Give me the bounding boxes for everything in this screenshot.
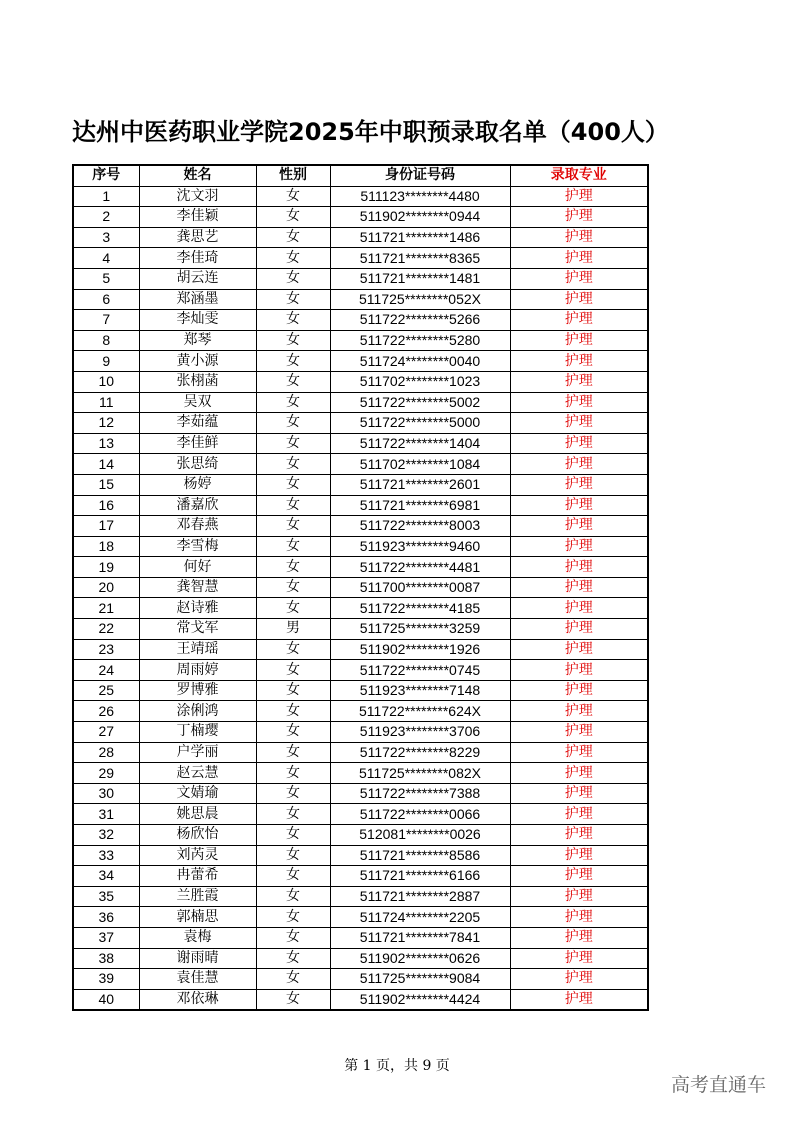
table-row bbox=[73, 845, 648, 866]
major-cell: 护理 bbox=[510, 495, 648, 516]
table-row bbox=[73, 948, 648, 969]
table-row bbox=[73, 763, 648, 784]
name-cell: 杨婷 bbox=[139, 474, 256, 495]
id-number-cell: 511923********9460 bbox=[330, 536, 510, 557]
page-footer: 第 1 页，共 9 页 bbox=[344, 1058, 450, 1074]
id-number-cell: 511902********0944 bbox=[330, 207, 510, 228]
name-cell: 赵诗雅 bbox=[139, 598, 256, 619]
header-id-number: 身份证号码 bbox=[330, 165, 510, 186]
id-number-cell: 511725********052X bbox=[330, 289, 510, 310]
name-cell: 赵云慧 bbox=[139, 763, 256, 784]
table-row bbox=[73, 619, 648, 640]
name-cell: 潘嘉欣 bbox=[139, 495, 256, 516]
id-number-cell: 511702********1084 bbox=[330, 454, 510, 475]
gender-cell: 女 bbox=[256, 310, 330, 331]
table-row bbox=[73, 804, 648, 825]
gender-cell: 女 bbox=[256, 248, 330, 269]
id-number-cell: 511721********6981 bbox=[330, 495, 510, 516]
name-cell: 袁佳慧 bbox=[139, 969, 256, 990]
id-number-cell: 511722********1404 bbox=[330, 433, 510, 454]
name-cell: 郑琴 bbox=[139, 330, 256, 351]
id-number-cell: 511725********3259 bbox=[330, 619, 510, 640]
gender-cell: 女 bbox=[256, 598, 330, 619]
table-row bbox=[73, 742, 648, 763]
table-row bbox=[73, 660, 648, 681]
name-cell: 胡云连 bbox=[139, 268, 256, 289]
major-cell: 护理 bbox=[510, 454, 648, 475]
gender-cell: 女 bbox=[256, 413, 330, 434]
name-cell: 张栩菡 bbox=[139, 371, 256, 392]
table-row bbox=[73, 783, 648, 804]
major-cell: 护理 bbox=[510, 907, 648, 928]
table-row bbox=[73, 207, 648, 228]
seq-cell: 38 bbox=[73, 948, 139, 969]
name-cell: 李佳鲜 bbox=[139, 433, 256, 454]
name-cell: 李佳颖 bbox=[139, 207, 256, 228]
seq-cell: 37 bbox=[73, 927, 139, 948]
name-cell: 杨欣怡 bbox=[139, 825, 256, 846]
gender-cell: 女 bbox=[256, 845, 330, 866]
table-row bbox=[73, 433, 648, 454]
table-row bbox=[73, 330, 648, 351]
gender-cell: 女 bbox=[256, 804, 330, 825]
major-cell: 护理 bbox=[510, 989, 648, 1010]
id-number-cell: 511123********4480 bbox=[330, 186, 510, 207]
table-row bbox=[73, 825, 648, 846]
name-cell: 谢雨晴 bbox=[139, 948, 256, 969]
major-cell: 护理 bbox=[510, 598, 648, 619]
header-name: 姓名 bbox=[139, 165, 256, 186]
seq-cell: 16 bbox=[73, 495, 139, 516]
id-number-cell: 511923********3706 bbox=[330, 722, 510, 743]
id-number-cell: 511724********2205 bbox=[330, 907, 510, 928]
name-cell: 兰胜霞 bbox=[139, 886, 256, 907]
gender-cell: 女 bbox=[256, 186, 330, 207]
id-number-cell: 511725********082X bbox=[330, 763, 510, 784]
table-row bbox=[73, 186, 648, 207]
major-cell: 护理 bbox=[510, 227, 648, 248]
major-cell: 护理 bbox=[510, 474, 648, 495]
major-cell: 护理 bbox=[510, 969, 648, 990]
id-number-cell: 511721********2601 bbox=[330, 474, 510, 495]
major-cell: 护理 bbox=[510, 783, 648, 804]
gender-cell: 女 bbox=[256, 227, 330, 248]
table-row bbox=[73, 392, 648, 413]
id-number-cell: 511902********1926 bbox=[330, 639, 510, 660]
major-cell: 护理 bbox=[510, 207, 648, 228]
name-cell: 罗博雅 bbox=[139, 680, 256, 701]
major-cell: 护理 bbox=[510, 330, 648, 351]
seq-cell: 10 bbox=[73, 371, 139, 392]
id-number-cell: 511722********5000 bbox=[330, 413, 510, 434]
seq-cell: 20 bbox=[73, 577, 139, 598]
table-row bbox=[73, 907, 648, 928]
id-number-cell: 511722********624X bbox=[330, 701, 510, 722]
major-cell: 护理 bbox=[510, 289, 648, 310]
major-cell: 护理 bbox=[510, 660, 648, 681]
name-cell: 丁楠璎 bbox=[139, 722, 256, 743]
major-cell: 护理 bbox=[510, 351, 648, 372]
gender-cell: 女 bbox=[256, 680, 330, 701]
gender-cell: 女 bbox=[256, 577, 330, 598]
name-cell: 王靖瑶 bbox=[139, 639, 256, 660]
major-cell: 护理 bbox=[510, 639, 648, 660]
seq-cell: 19 bbox=[73, 557, 139, 578]
name-cell: 涂俐鸿 bbox=[139, 701, 256, 722]
name-cell: 沈文羽 bbox=[139, 186, 256, 207]
seq-cell: 27 bbox=[73, 722, 139, 743]
name-cell: 文婧瑜 bbox=[139, 783, 256, 804]
gender-cell: 女 bbox=[256, 474, 330, 495]
table-row bbox=[73, 866, 648, 887]
gender-cell: 女 bbox=[256, 454, 330, 475]
gender-cell: 女 bbox=[256, 783, 330, 804]
name-cell: 李雪梅 bbox=[139, 536, 256, 557]
major-cell: 护理 bbox=[510, 248, 648, 269]
id-number-cell: 511722********8003 bbox=[330, 516, 510, 537]
table-row bbox=[73, 371, 648, 392]
gender-cell: 女 bbox=[256, 763, 330, 784]
gender-cell: 女 bbox=[256, 557, 330, 578]
major-cell: 护理 bbox=[510, 927, 648, 948]
seq-cell: 39 bbox=[73, 969, 139, 990]
id-number-cell: 511721********1486 bbox=[330, 227, 510, 248]
seq-cell: 24 bbox=[73, 660, 139, 681]
name-cell: 姚思晨 bbox=[139, 804, 256, 825]
major-cell: 护理 bbox=[510, 825, 648, 846]
table-row bbox=[73, 310, 648, 331]
page-title: 达州中医药职业学院2025年中职预录取名单（400人） bbox=[72, 118, 669, 146]
id-number-cell: 512081********0026 bbox=[330, 825, 510, 846]
table-row bbox=[73, 536, 648, 557]
id-number-cell: 511722********0066 bbox=[330, 804, 510, 825]
table-row bbox=[73, 577, 648, 598]
id-number-cell: 511725********9084 bbox=[330, 969, 510, 990]
seq-cell: 26 bbox=[73, 701, 139, 722]
name-cell: 邓春燕 bbox=[139, 516, 256, 537]
gender-cell: 女 bbox=[256, 516, 330, 537]
table-row bbox=[73, 680, 648, 701]
id-number-cell: 511902********4424 bbox=[330, 989, 510, 1010]
id-number-cell: 511721********2887 bbox=[330, 886, 510, 907]
gender-cell: 女 bbox=[256, 639, 330, 660]
seq-cell: 23 bbox=[73, 639, 139, 660]
major-cell: 护理 bbox=[510, 268, 648, 289]
seq-cell: 32 bbox=[73, 825, 139, 846]
gender-cell: 女 bbox=[256, 268, 330, 289]
id-number-cell: 511721********1481 bbox=[330, 268, 510, 289]
gender-cell: 女 bbox=[256, 742, 330, 763]
seq-cell: 8 bbox=[73, 330, 139, 351]
gender-cell: 男 bbox=[256, 619, 330, 640]
seq-cell: 30 bbox=[73, 783, 139, 804]
seq-cell: 29 bbox=[73, 763, 139, 784]
table-row bbox=[73, 639, 648, 660]
name-cell: 吴双 bbox=[139, 392, 256, 413]
table-header-row bbox=[73, 165, 648, 186]
id-number-cell: 511702********1023 bbox=[330, 371, 510, 392]
table-row bbox=[73, 289, 648, 310]
name-cell: 袁梅 bbox=[139, 927, 256, 948]
table-row bbox=[73, 516, 648, 537]
gender-cell: 女 bbox=[256, 289, 330, 310]
seq-cell: 12 bbox=[73, 413, 139, 434]
seq-cell: 40 bbox=[73, 989, 139, 1010]
id-number-cell: 511722********8229 bbox=[330, 742, 510, 763]
seq-cell: 28 bbox=[73, 742, 139, 763]
major-cell: 护理 bbox=[510, 186, 648, 207]
major-cell: 护理 bbox=[510, 371, 648, 392]
seq-cell: 5 bbox=[73, 268, 139, 289]
name-cell: 邓依琳 bbox=[139, 989, 256, 1010]
table-row bbox=[73, 989, 648, 1010]
major-cell: 护理 bbox=[510, 619, 648, 640]
gender-cell: 女 bbox=[256, 207, 330, 228]
seq-cell: 21 bbox=[73, 598, 139, 619]
seq-cell: 15 bbox=[73, 474, 139, 495]
major-cell: 护理 bbox=[510, 886, 648, 907]
gender-cell: 女 bbox=[256, 927, 330, 948]
major-cell: 护理 bbox=[510, 845, 648, 866]
name-cell: 龚思艺 bbox=[139, 227, 256, 248]
name-cell: 李佳琦 bbox=[139, 248, 256, 269]
major-cell: 护理 bbox=[510, 742, 648, 763]
name-cell: 常戈军 bbox=[139, 619, 256, 640]
major-cell: 护理 bbox=[510, 804, 648, 825]
seq-cell: 14 bbox=[73, 454, 139, 475]
name-cell: 刘芮灵 bbox=[139, 845, 256, 866]
gender-cell: 女 bbox=[256, 371, 330, 392]
major-cell: 护理 bbox=[510, 392, 648, 413]
seq-cell: 34 bbox=[73, 866, 139, 887]
gender-cell: 女 bbox=[256, 722, 330, 743]
name-cell: 李灿雯 bbox=[139, 310, 256, 331]
header-gender: 性别 bbox=[256, 165, 330, 186]
id-number-cell: 511722********5280 bbox=[330, 330, 510, 351]
id-number-cell: 511722********7388 bbox=[330, 783, 510, 804]
id-number-cell: 511722********5266 bbox=[330, 310, 510, 331]
table-row bbox=[73, 886, 648, 907]
name-cell: 龚智慧 bbox=[139, 577, 256, 598]
gender-cell: 女 bbox=[256, 330, 330, 351]
gender-cell: 女 bbox=[256, 907, 330, 928]
major-cell: 护理 bbox=[510, 722, 648, 743]
major-cell: 护理 bbox=[510, 948, 648, 969]
major-cell: 护理 bbox=[510, 701, 648, 722]
id-number-cell: 511923********7148 bbox=[330, 680, 510, 701]
id-number-cell: 511700********0087 bbox=[330, 577, 510, 598]
major-cell: 护理 bbox=[510, 866, 648, 887]
seq-cell: 11 bbox=[73, 392, 139, 413]
table-row bbox=[73, 268, 648, 289]
table-row bbox=[73, 413, 648, 434]
header-major: 录取专业 bbox=[510, 165, 648, 186]
name-cell: 户学丽 bbox=[139, 742, 256, 763]
table-row bbox=[73, 454, 648, 475]
table-row bbox=[73, 969, 648, 990]
major-cell: 护理 bbox=[510, 536, 648, 557]
table-row bbox=[73, 701, 648, 722]
seq-cell: 22 bbox=[73, 619, 139, 640]
table-row bbox=[73, 227, 648, 248]
id-number-cell: 511722********0745 bbox=[330, 660, 510, 681]
gender-cell: 女 bbox=[256, 866, 330, 887]
major-cell: 护理 bbox=[510, 433, 648, 454]
id-number-cell: 511902********0626 bbox=[330, 948, 510, 969]
seq-cell: 6 bbox=[73, 289, 139, 310]
gender-cell: 女 bbox=[256, 989, 330, 1010]
table-row bbox=[73, 351, 648, 372]
header-seq: 序号 bbox=[73, 165, 139, 186]
name-cell: 张思绮 bbox=[139, 454, 256, 475]
major-cell: 护理 bbox=[510, 557, 648, 578]
table-row bbox=[73, 598, 648, 619]
table-row bbox=[73, 927, 648, 948]
seq-cell: 3 bbox=[73, 227, 139, 248]
id-number-cell: 511722********5002 bbox=[330, 392, 510, 413]
table-row bbox=[73, 722, 648, 743]
id-number-cell: 511721********6166 bbox=[330, 866, 510, 887]
gender-cell: 女 bbox=[256, 536, 330, 557]
table-row bbox=[73, 495, 648, 516]
id-number-cell: 511722********4185 bbox=[330, 598, 510, 619]
seq-cell: 2 bbox=[73, 207, 139, 228]
gender-cell: 女 bbox=[256, 969, 330, 990]
gender-cell: 女 bbox=[256, 825, 330, 846]
seq-cell: 1 bbox=[73, 186, 139, 207]
gender-cell: 女 bbox=[256, 495, 330, 516]
seq-cell: 35 bbox=[73, 886, 139, 907]
gender-cell: 女 bbox=[256, 886, 330, 907]
name-cell: 冉蕾希 bbox=[139, 866, 256, 887]
seq-cell: 13 bbox=[73, 433, 139, 454]
name-cell: 周雨婷 bbox=[139, 660, 256, 681]
seq-cell: 36 bbox=[73, 907, 139, 928]
id-number-cell: 511724********0040 bbox=[330, 351, 510, 372]
seq-cell: 7 bbox=[73, 310, 139, 331]
gender-cell: 女 bbox=[256, 351, 330, 372]
table-row bbox=[73, 474, 648, 495]
major-cell: 护理 bbox=[510, 577, 648, 598]
name-cell: 李茹蕴 bbox=[139, 413, 256, 434]
major-cell: 护理 bbox=[510, 413, 648, 434]
gender-cell: 女 bbox=[256, 948, 330, 969]
major-cell: 护理 bbox=[510, 516, 648, 537]
table-row bbox=[73, 557, 648, 578]
name-cell: 黄小源 bbox=[139, 351, 256, 372]
table-row bbox=[73, 248, 648, 269]
gender-cell: 女 bbox=[256, 660, 330, 681]
id-number-cell: 511722********4481 bbox=[330, 557, 510, 578]
seq-cell: 9 bbox=[73, 351, 139, 372]
seq-cell: 18 bbox=[73, 536, 139, 557]
name-cell: 郑涵墨 bbox=[139, 289, 256, 310]
id-number-cell: 511721********7841 bbox=[330, 927, 510, 948]
gender-cell: 女 bbox=[256, 392, 330, 413]
seq-cell: 25 bbox=[73, 680, 139, 701]
name-cell: 何好 bbox=[139, 557, 256, 578]
seq-cell: 33 bbox=[73, 845, 139, 866]
admission-table bbox=[72, 164, 649, 1011]
seq-cell: 31 bbox=[73, 804, 139, 825]
name-cell: 郭楠思 bbox=[139, 907, 256, 928]
gender-cell: 女 bbox=[256, 701, 330, 722]
major-cell: 护理 bbox=[510, 763, 648, 784]
id-number-cell: 511721********8365 bbox=[330, 248, 510, 269]
seq-cell: 4 bbox=[73, 248, 139, 269]
major-cell: 护理 bbox=[510, 680, 648, 701]
id-number-cell: 511721********8586 bbox=[330, 845, 510, 866]
seq-cell: 17 bbox=[73, 516, 139, 537]
gender-cell: 女 bbox=[256, 433, 330, 454]
major-cell: 护理 bbox=[510, 310, 648, 331]
watermark-text: 高考直通车 bbox=[670, 1074, 766, 1096]
